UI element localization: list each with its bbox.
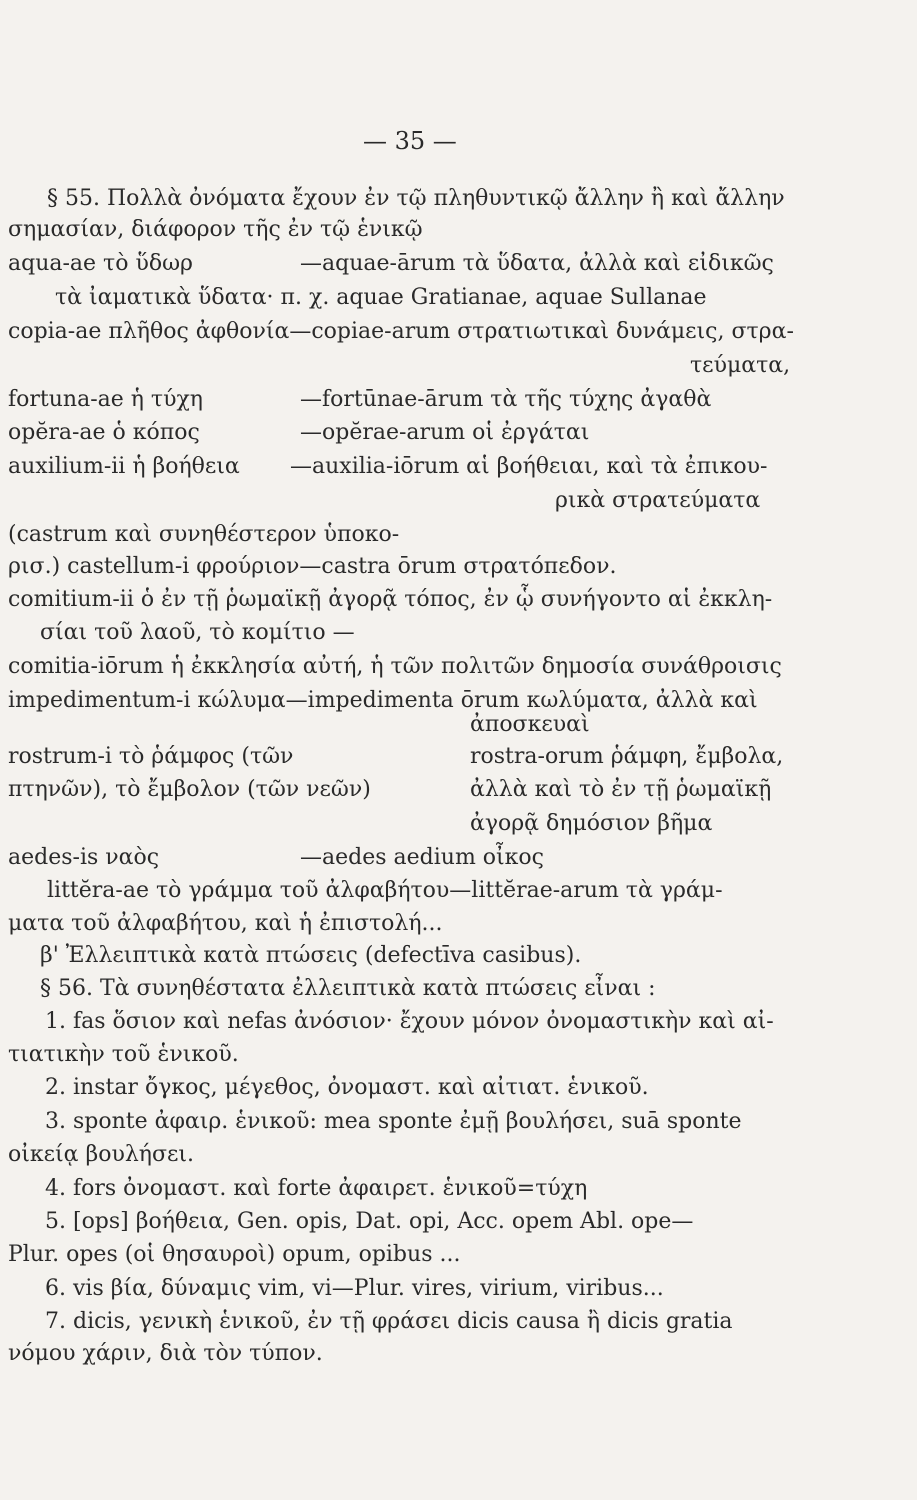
text-line: 4. fors ὀνομαστ. καὶ forte ἀφαιρετ. ἑνικοῦ=τύχη xyxy=(45,1176,588,1201)
text-line: Plur. opes (οἱ θησαυροὶ) opum, opibus ... xyxy=(8,1242,461,1267)
text-line: τὰ ἰαματικὰ ὕδατα· π. χ. aquae Gratianae, aquae Sullanae xyxy=(55,285,707,310)
text-line: τιατικὴν τοῦ ἑνικοῦ. xyxy=(8,1042,239,1067)
text-line: ματα τοῦ ἀλφαβήτου, καὶ ἡ ἐπιστολή... xyxy=(8,911,443,936)
text-line: fortuna-ae ἡ τύχη xyxy=(8,387,203,412)
text-line: 5. [ops] βοήθεια, Gen. opis, Dat. opi, Acc. opem Abl. ope— xyxy=(45,1209,694,1234)
text-line: comitia-iōrum ἡ ἐκκλησία αὐτή, ἡ τῶν πολιτῶν δημοσία συνάθροισις xyxy=(8,654,782,679)
text-line: auxilium-ii ἡ βοήθεια xyxy=(8,454,240,479)
text-line: οἰκείᾳ βουλήσει. xyxy=(8,1142,194,1167)
text-line: ρισ.) castellum-i φρούριον—castra ōrum στρατόπεδον. xyxy=(8,554,617,579)
page-number: — 35 — xyxy=(363,127,457,155)
text-line: 6. vis βία, δύναμις vim, vi—Plur. vires, virium, viribus... xyxy=(45,1276,664,1301)
text-line: ἀποσκευαὶ xyxy=(470,712,590,737)
text-line: (castrum καὶ συνηθέστερον ὑποκο- xyxy=(8,522,400,547)
text-line: —aquae-ārum τὰ ὕδατα, ἀλλὰ καὶ εἰδικῶς xyxy=(300,251,774,276)
text-line: 7. dicis, γενικὴ ἑνικοῦ, ἐν τῇ φράσει dicis causa ἢ dicis gratia xyxy=(45,1309,733,1334)
text-line: rostrum-i τὸ ῥάμφος (τῶν xyxy=(8,744,294,769)
text-line: impedimentum-i κώλυμα—impedimenta ōrum κωλύματα, ἀλλὰ καὶ xyxy=(8,688,758,713)
text-line: § 56. Τὰ συνηθέστατα ἐλλειπτικὰ κατὰ πτώσεις εἶναι : xyxy=(40,976,656,1001)
text-line: 3. sponte ἀφαιρ. ἑνικοῦ: mea sponte ἐμῇ βουλήσει, suā sponte xyxy=(45,1109,742,1134)
text-line: aqua-ae τὸ ὕδωρ xyxy=(8,251,193,276)
text-line: β' Ἐλλειπτικὰ κατὰ πτώσεις (defectīva casibus). xyxy=(40,943,582,968)
text-line: —fortūnae-ārum τὰ τῆς τύχης ἀγαθὰ xyxy=(300,387,712,412)
text-line: 1. fas ὅσιον καὶ nefas ἀνόσιον· ἔχουν μόνον ὀνομαστικὴν καὶ αἰ- xyxy=(45,1009,774,1034)
text-line: τεύματα, xyxy=(690,353,791,378)
text-line: —aedes aedium οἶκος xyxy=(300,845,544,870)
text-line: —opĕrae-arum οἱ ἐργάται xyxy=(300,420,590,445)
text-line: comitium-ii ὁ ἐν τῇ ῥωμαϊκῇ ἀγορᾷ τόπος, ἐν ᾧ συνήγοντο αἱ ἐκκλη- xyxy=(8,587,773,612)
text-line: littĕra-ae τὸ γράμμα τοῦ ἀλφαβήτου—littĕrae-arum τὰ γράμ- xyxy=(47,878,723,903)
text-line: σίαι τοῦ λαοῦ, τὸ κομίτιο — xyxy=(40,620,355,645)
text-line: 2. instar ὄγκος, μέγεθος, ὀνομαστ. καὶ αἰτιατ. ἑνικοῦ. xyxy=(45,1075,649,1100)
text-line: ἀγορᾷ δημόσιον βῆμα xyxy=(470,811,713,836)
text-line: § 55. Πολλὰ ὀνόματα ἔχουν ἐν τῷ πληθυντικῷ ἄλλην ἢ καὶ ἄλλην xyxy=(47,186,785,211)
text-line: opĕra-ae ὁ κόπος xyxy=(8,420,200,445)
text-line: πτηνῶν), τὸ ἔμβολον (τῶν νεῶν) xyxy=(8,777,371,802)
text-line: aedes-is ναὸς xyxy=(8,845,160,870)
text-line: νόμου χάριν, διὰ τὸν τύπον. xyxy=(8,1341,323,1366)
text-line: —auxilia-iōrum αἱ βοήθειαι, καὶ τὰ ἐπικου- xyxy=(290,454,768,479)
text-line: rostra-orum ῥάμφη, ἔμβολα, xyxy=(470,744,784,769)
text-line: ἀλλὰ καὶ τὸ ἐν τῇ ῥωμαϊκῇ xyxy=(470,777,772,802)
text-line: σημασίαν, διάφορον τῆς ἐν τῷ ἑνικῷ xyxy=(8,217,423,242)
text-line: copia-ae πλῆθος ἀφθονία—copiae-arum στρατιωτικαὶ δυνάμεις, στρα- xyxy=(8,319,794,344)
text-line: ρικὰ στρατεύματα xyxy=(555,488,761,513)
